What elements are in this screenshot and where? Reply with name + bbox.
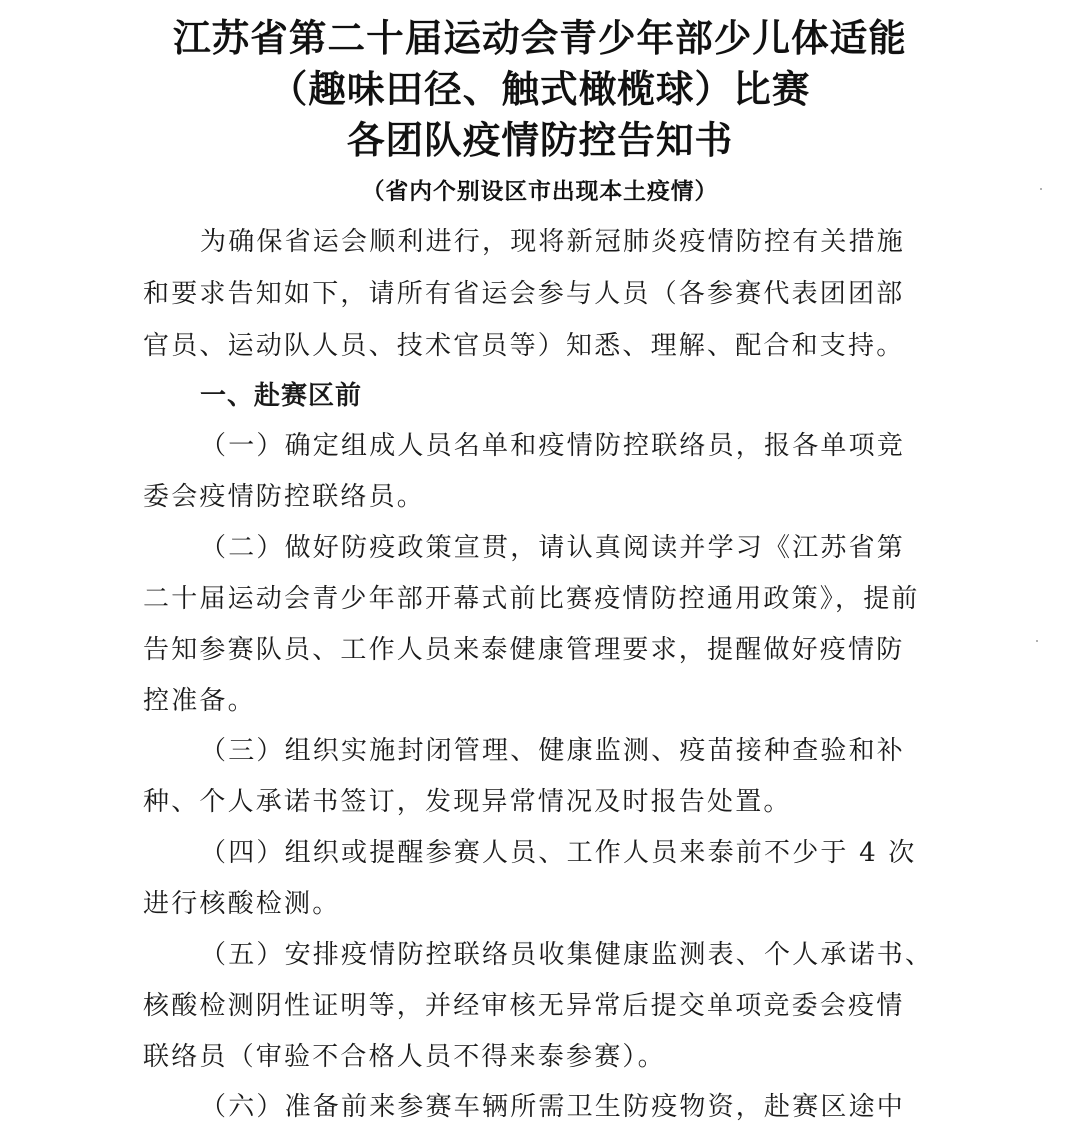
item-2-line: 控准备。 bbox=[143, 686, 256, 716]
item-3-line: （三）组织实施封闭管理、健康监测、疫苗接种查验和补 bbox=[200, 736, 906, 766]
title-line-3: 各团队疫情防控告知书 bbox=[346, 118, 734, 162]
intro-line: 官员、运动队人员、技术官员等）知悉、理解、配合和支持。 bbox=[143, 331, 905, 361]
title-line-2: （趣味田径、触式橄榄球）比赛 bbox=[269, 67, 811, 111]
title-line-1: 江苏省第二十届运动会青少年部少儿体适能 bbox=[173, 16, 907, 60]
scan-speck bbox=[1036, 640, 1038, 642]
section-heading: 一、赴赛区前 bbox=[200, 381, 363, 411]
item-1-line: （一）确定组成人员名单和疫情防控联络员，报各单项竞 bbox=[200, 431, 906, 461]
item-2-line: （二）做好防疫政策宣贯，请认真阅读并学习《江苏省第 bbox=[200, 533, 906, 563]
item-5-line: （五）安排疫情防控联络员收集健康监测表、个人承诺书、 bbox=[200, 940, 934, 970]
item-1-line: 委会疫情防控联络员。 bbox=[143, 482, 426, 512]
intro-line: 和要求告知如下，请所有省运会参与人员（各参赛代表团团部 bbox=[143, 279, 905, 309]
item-4-line: （四）组织或提醒参赛人员、工作人员来泰前不少于 4 次 bbox=[200, 838, 917, 868]
subtitle: （省内个别设区市出现本土疫情） bbox=[361, 179, 719, 205]
item-4-line: 进行核酸检测。 bbox=[143, 889, 341, 919]
item-3-line: 种、个人承诺书签订，发现异常情况及时报告处置。 bbox=[143, 787, 792, 817]
scan-speck bbox=[1040, 188, 1042, 190]
item-2-line: 二十届运动会青少年部开幕式前比赛疫情防控通用政策》，提前 bbox=[143, 584, 920, 614]
intro-line: 为确保省运会顺利进行，现将新冠肺炎疫情防控有关措施 bbox=[200, 227, 906, 257]
item-5-line: 联络员（审验不合格人员不得来泰参赛）。 bbox=[143, 1042, 666, 1072]
item-5-line: 核酸检测阴性证明等，并经审核无异常后提交单项竞委会疫情 bbox=[143, 991, 905, 1021]
item-6-line: （六）准备前来参赛车辆所需卫生防疫物资，赴赛区途中 bbox=[200, 1092, 906, 1122]
item-2-line: 告知参赛队员、工作人员来泰健康管理要求，提醒做好疫情防 bbox=[143, 635, 905, 665]
